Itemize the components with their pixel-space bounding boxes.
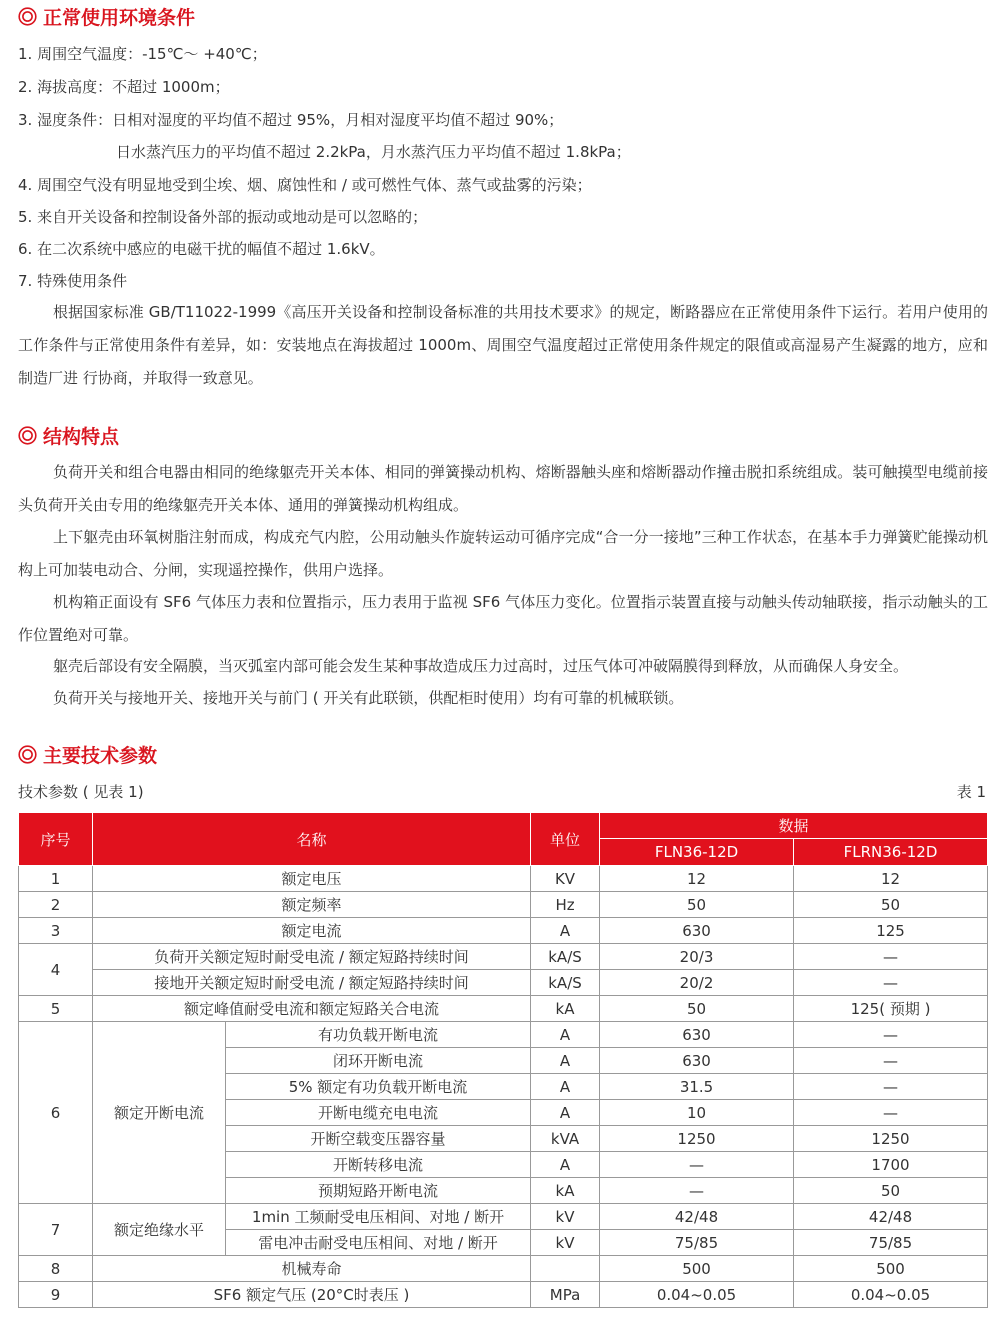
cell-unit: A [531, 1100, 600, 1126]
cell-value-1: 630 [600, 1022, 794, 1048]
cell-value-1: 50 [600, 996, 794, 1022]
cell-unit: kVA [531, 1126, 600, 1152]
cell-value-2: 1700 [794, 1152, 988, 1178]
cell-unit: kA [531, 996, 600, 1022]
cell-value-2: 50 [794, 1178, 988, 1204]
cell-group: 额定开断电流 [93, 1022, 226, 1204]
cell-value-2: 125( 预期 ) [794, 996, 988, 1022]
table-row [19, 1282, 988, 1308]
header-data: 数据 [600, 813, 988, 839]
header-name: 名称 [93, 813, 531, 866]
env-line-6: 6. 在二次系统中感应的电磁干扰的幅值不超过 1.6kV。 [18, 240, 385, 258]
cell-name: 有功负载开断电流 [226, 1022, 531, 1048]
cell-unit: kV [531, 1230, 600, 1256]
table-row [19, 918, 988, 944]
section-title-structure [18, 422, 119, 448]
cell-name: 额定峰值耐受电流和额定短路关合电流 [93, 996, 531, 1022]
cell-value-1: 42/48 [600, 1204, 794, 1230]
cell-value-2: 75/85 [794, 1230, 988, 1256]
cell-unit: kA [531, 1178, 600, 1204]
cell-value-2: — [794, 1022, 988, 1048]
cell-value-1: 10 [600, 1100, 794, 1126]
cell-no: 5 [19, 996, 93, 1022]
env-paragraph: 根据国家标准 GB/T11022-1999《高压开关设备和控制设备标准的共用技术要求》的规定，断路器应在正常使用条件下运行。若用户使用的工作条件与正常使用条件有差异，如：安装地点在海拔超过 1000m、周围空气温度超过正常使用条件规定的限值或高湿易产生凝露的地方，应和制造厂进 行协商，并取得一致意见。 [18, 303, 988, 387]
cell-value-1: — [600, 1152, 794, 1178]
table-row [19, 970, 988, 996]
cell-name: 预期短路开断电流 [226, 1178, 531, 1204]
cell-unit: A [531, 1048, 600, 1074]
header-model-2: FLRN36-12D [794, 839, 988, 866]
cell-name: 开断转移电流 [226, 1152, 531, 1178]
cell-value-2: — [794, 1100, 988, 1126]
cell-value-2: 1250 [794, 1126, 988, 1152]
cell-value-1: 630 [600, 918, 794, 944]
cell-value-1: 75/85 [600, 1230, 794, 1256]
double-circle-icon [18, 426, 37, 445]
cell-unit: kA/S [531, 970, 600, 996]
cell-no: 9 [19, 1282, 93, 1308]
env-line-5: 5. 来自开关设备和控制设备外部的振动或地动是可以忽略的； [18, 208, 428, 226]
section-title-text: 结构特点 [43, 425, 120, 448]
table-row [19, 996, 988, 1022]
cell-no: 2 [19, 892, 93, 918]
header-unit: 单位 [531, 813, 600, 866]
cell-no: 7 [19, 1204, 93, 1256]
cell-name: 开断空载变压器容量 [226, 1126, 531, 1152]
cell-value-2: — [794, 944, 988, 970]
table-row [19, 892, 988, 918]
section-title-text: 正常使用环境条件 [43, 6, 196, 29]
cell-name: 额定电压 [93, 866, 531, 892]
cell-unit: A [531, 1074, 600, 1100]
table-row [19, 1256, 988, 1282]
cell-unit [531, 1256, 600, 1282]
cell-value-2: 50 [794, 892, 988, 918]
structure-paragraph-2: 上下躯壳由环氧树脂注射而成，构成充气内腔，公用动触头作旋转运动可循序完成“合一分一接地”三种工作状态，在基本手力弹簧贮能操动机构上可加装电动合、分闸，实现遥控操作，供用户选择。 [18, 528, 988, 579]
cell-value-2: 125 [794, 918, 988, 944]
cell-value-2: — [794, 1048, 988, 1074]
cell-name: 1min 工频耐受电压相间、对地 / 断开 [226, 1204, 531, 1230]
table-row [19, 1204, 988, 1230]
cell-no: 3 [19, 918, 93, 944]
env-line-3: 3. 湿度条件：日相对湿度的平均值不超过 95%，月相对湿度平均值不超过 90%； [18, 111, 564, 129]
cell-name: 5% 额定有功负载开断电流 [226, 1074, 531, 1100]
cell-value-2: 0.04~0.05 [794, 1282, 988, 1308]
cell-value-1: 12 [600, 866, 794, 892]
cell-no: 8 [19, 1256, 93, 1282]
cell-no: 1 [19, 866, 93, 892]
section-title-params [18, 741, 157, 767]
cell-value-1: 630 [600, 1048, 794, 1074]
structure-paragraph-1: 负荷开关和组合电器由相同的绝缘躯壳开关本体、相同的弹簧操动机构、熔断器触头座和熔断器动作撞击脱扣系统组成。装可触摸型电缆前接头负荷开关由专用的绝缘躯壳开关本体、通用的弹簧操动机构组成。 [18, 463, 988, 514]
table-row [19, 944, 988, 970]
cell-value-1: 31.5 [600, 1074, 794, 1100]
structure-paragraph-4: 躯壳后部设有安全隔膜，当灭弧室内部可能会发生某种事故造成压力过高时，过压气体可冲破隔膜得到释放，从而确保人身安全。 [53, 657, 909, 675]
cell-name: SF6 额定气压 (20°C时表压 ) [93, 1282, 531, 1308]
table-row [19, 866, 988, 892]
structure-paragraph-3: 机构箱正面设有 SF6 气体压力表和位置指示，压力表用于监视 SF6 气体压力变化。位置指示装置直接与动触头传动轴联接，指示动触头的工作位置绝对可靠。 [18, 593, 988, 644]
env-line-4: 4. 周围空气没有明显地受到尘埃、烟、腐蚀性和 / 或可燃性气体、蒸气或盐雾的污染； [18, 176, 592, 194]
cell-name: 雷电冲击耐受电压相间、对地 / 断开 [226, 1230, 531, 1256]
cell-value-2: — [794, 1074, 988, 1100]
cell-unit: kA/S [531, 944, 600, 970]
cell-value-1: 500 [600, 1256, 794, 1282]
cell-name: 机械寿命 [93, 1256, 531, 1282]
double-circle-icon [18, 7, 37, 26]
header-no: 序号 [19, 813, 93, 866]
cell-name: 闭环开断电流 [226, 1048, 531, 1074]
cell-name: 负荷开关额定短时耐受电流 / 额定短路持续时间 [93, 944, 531, 970]
cell-value-1: 20/2 [600, 970, 794, 996]
cell-value-2: 12 [794, 866, 988, 892]
cell-value-1: — [600, 1178, 794, 1204]
cell-value-2: 42/48 [794, 1204, 988, 1230]
cell-value-1: 50 [600, 892, 794, 918]
section-title-env [18, 3, 195, 29]
structure-paragraph-5: 负荷开关与接地开关、接地开关与前门 ( 开关有此联锁，供配柜时使用）均有可靠的机械联锁。 [53, 689, 684, 707]
cell-value-2: — [794, 970, 988, 996]
env-line-7: 7. 特殊使用条件 [18, 272, 128, 290]
table-number: 表 1 [956, 783, 986, 801]
cell-no: 4 [19, 944, 93, 996]
double-circle-icon [18, 745, 37, 764]
cell-unit: A [531, 918, 600, 944]
cell-name: 额定电流 [93, 918, 531, 944]
cell-unit: kV [531, 1204, 600, 1230]
cell-group: 额定绝缘水平 [93, 1204, 226, 1256]
cell-unit: A [531, 1152, 600, 1178]
cell-value-2: 500 [794, 1256, 988, 1282]
cell-value-1: 1250 [600, 1126, 794, 1152]
params-table [18, 812, 988, 1308]
section-title-text: 主要技术参数 [43, 744, 158, 767]
header-model-1: FLN36-12D [600, 839, 794, 866]
cell-unit: MPa [531, 1282, 600, 1308]
cell-name: 额定频率 [93, 892, 531, 918]
env-line-2: 2. 海拔高度：不超过 1000m； [18, 78, 230, 96]
cell-value-1: 0.04~0.05 [600, 1282, 794, 1308]
cell-no: 6 [19, 1022, 93, 1204]
cell-unit: Hz [531, 892, 600, 918]
cell-name: 接地开关额定短时耐受电流 / 额定短路持续时间 [93, 970, 531, 996]
env-line-3b: 日水蒸汽压力的平均值不超过 2.2kPa，月水蒸汽压力平均值不超过 1.8kPa； [116, 143, 631, 161]
cell-name: 开断电缆充电电流 [226, 1100, 531, 1126]
cell-value-1: 20/3 [600, 944, 794, 970]
cell-unit: A [531, 1022, 600, 1048]
table-caption: 技术参数 ( 见表 1) [18, 783, 144, 801]
env-line-1: 1. 周围空气温度：-15℃～ +40℃； [18, 45, 267, 63]
table-row [19, 1022, 988, 1048]
cell-unit: KV [531, 866, 600, 892]
